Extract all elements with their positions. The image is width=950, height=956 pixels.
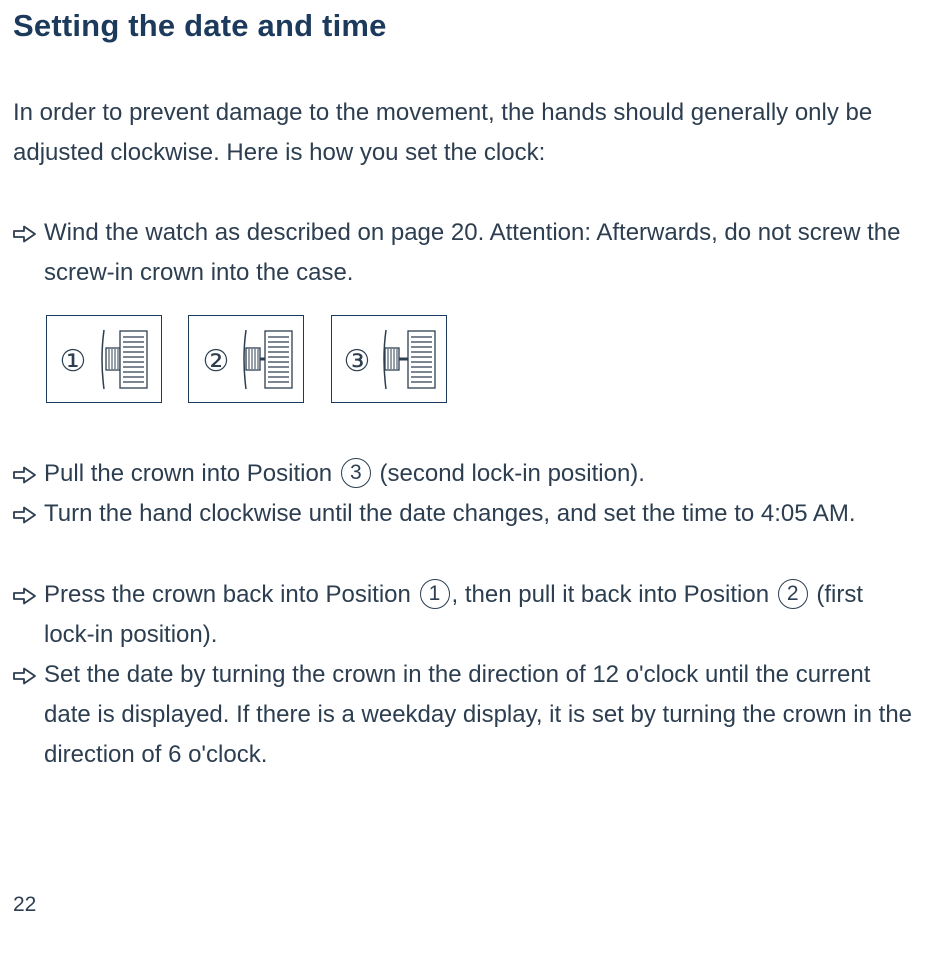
step-text: Turn the hand clockwise until the date changes, and set the time to 4:05 AM.	[44, 500, 856, 527]
arrow-icon	[13, 587, 37, 605]
crown-position-1-diagram	[46, 315, 162, 403]
step-text	[44, 575, 913, 655]
instruction-step-press-crown	[13, 575, 913, 655]
position-label-3: ③	[343, 345, 371, 378]
arrow-icon	[13, 466, 37, 484]
step-text-post: (second lock-in position).	[379, 460, 645, 487]
instruction-step-set-time	[13, 494, 913, 534]
position-marker-1: 1	[420, 579, 450, 609]
position-marker-2: 2	[778, 579, 808, 609]
step-text-pre: Pull the crown into Position	[44, 460, 333, 487]
arrow-icon	[13, 225, 37, 243]
instruction-step-set-date	[13, 655, 913, 775]
step-text-pre: Press the crown back into Position	[44, 581, 411, 608]
arrow-icon	[13, 667, 37, 685]
step-text-mid: , then pull it back into Position	[451, 581, 770, 608]
page-number: 22	[13, 893, 37, 916]
crown-positions-figure	[46, 315, 448, 404]
step-text-post: (first lock-in position).	[44, 581, 864, 648]
step-text: Set the date by turning the crown in the direction of 12 o'clock until the current date is displayed. If there is a weekday display, it is set by turning the crown in the direction of 6 o'clock.	[44, 661, 913, 768]
arrow-icon	[13, 506, 37, 524]
crown-position-3-diagram	[331, 315, 447, 403]
position-label-2: ②	[202, 345, 230, 378]
page-title: Setting the date and time	[13, 8, 387, 43]
instruction-step-wind	[13, 213, 913, 293]
step-text: Wind the watch as described on page 20. Attention: Afterwards, do not screw the screw-in crown into the case.	[44, 219, 901, 286]
position-marker-3: 3	[341, 458, 371, 488]
intro-paragraph: In order to prevent damage to the movement, the hands should generally only be adjusted clockwise. Here is how you set the clock:	[13, 99, 873, 166]
crown-position-2-diagram	[188, 315, 304, 403]
step-text	[44, 454, 913, 494]
position-label-1: ①	[59, 345, 87, 378]
instruction-step-pull-crown	[13, 454, 913, 494]
